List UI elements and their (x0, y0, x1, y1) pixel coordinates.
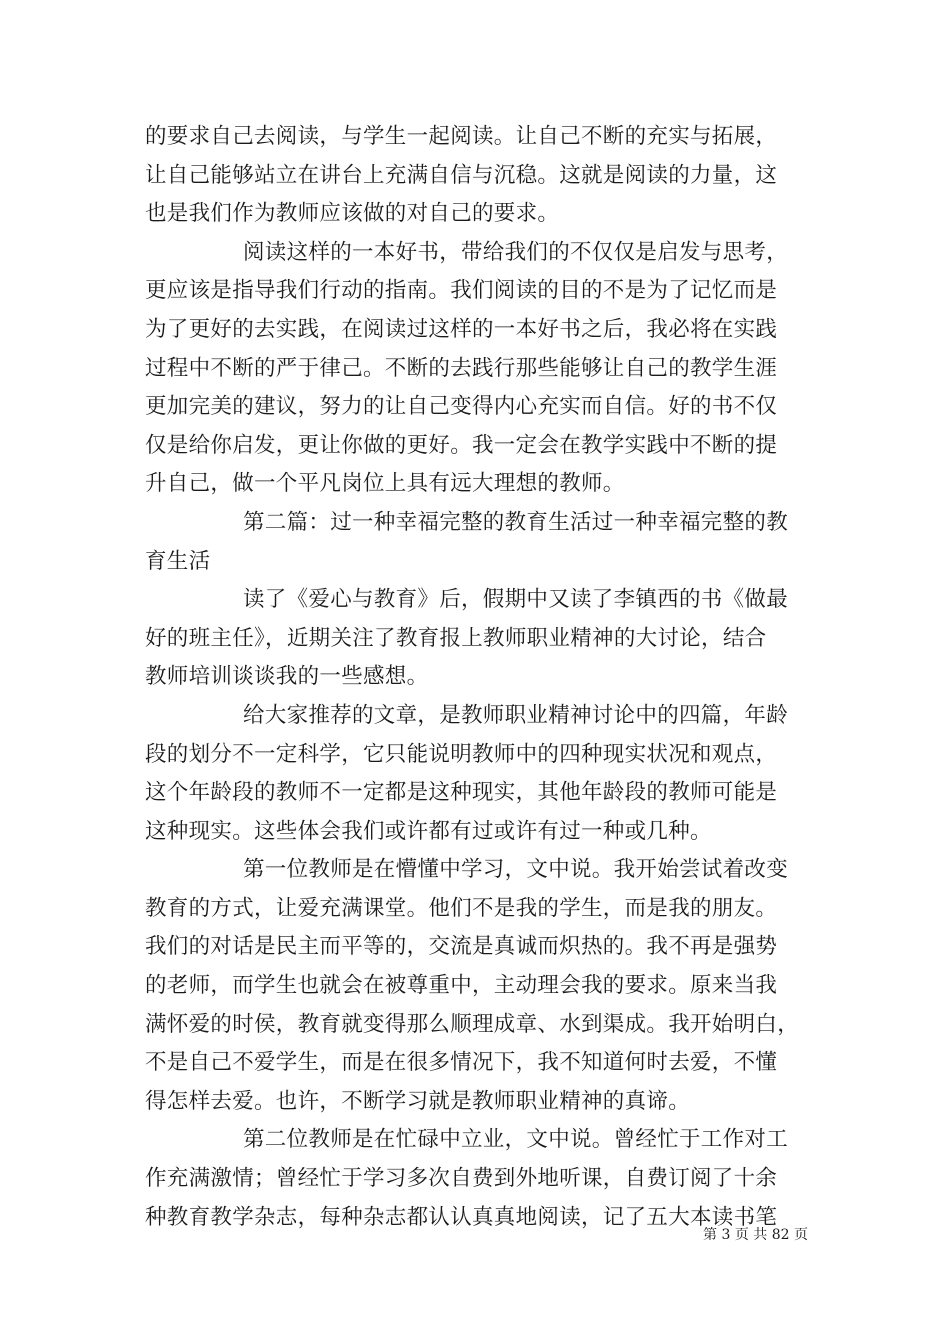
text-line: 这种现实。这些体会我们或许都有过或许有过一种或几种。 (145, 818, 712, 844)
page-number: 第 3 页 共 82 页 (703, 1227, 808, 1243)
text-line: 更加完美的建议，努力的让自己变得内心充实而自信。好的书不仅 (145, 394, 778, 420)
text-line: 作充满激情；曾经忙于学习多次自费到外地听课，自费订阅了十余 (145, 1166, 778, 1192)
text-line: 好的班主任》，近期关注了教育报上教师职业精神的大讨论，结合 (145, 625, 767, 651)
text-line: 教师培训谈谈我的一些感想。 (145, 664, 429, 690)
text-line: 也是我们作为教师应该做的对自己的要求。 (145, 201, 560, 227)
text-line: 为了更好的去实践，在阅读过这样的一本好书之后，我必将在实践 (145, 316, 778, 342)
text-line: 读了《爱心与教育》后，假期中又读了李镇西的书《做最 (243, 587, 789, 613)
body-text (145, 118, 810, 1237)
text-line: 种教育教学杂志，每种杂志都认认真真地阅读，记了五大本读书笔 (145, 1204, 778, 1230)
text-line: 给大家推荐的文章，是教师职业精神讨论中的四篇，年龄 (243, 702, 789, 728)
text-line: 更应该是指导我们行动的指南。我们阅读的目的不是为了记忆而是 (145, 278, 778, 304)
text-line: 得怎样去爱。也许，不断学习就是教师职业精神的真谛。 (145, 1088, 691, 1114)
text-line: 的老师，而学生也就会在被尊重中，主动理会我的要求。原来当我 (145, 973, 778, 999)
text-line: 第二位教师是在忙碌中立业，文中说。曾经忙于工作对工 (243, 1127, 789, 1153)
text-line: 升自己，做一个平凡岗位上具有远大理想的教师。 (145, 471, 625, 497)
text-line: 我们的对话是民主而平等的，交流是真诚而炽热的。我不再是强势 (145, 934, 778, 960)
section-heading: 育生活 (145, 548, 211, 574)
text-line: 仅是给你启发，更让你做的更好。我一定会在教学实践中不断的提 (145, 432, 778, 458)
text-line: 让自己能够站立在讲台上充满自信与沉稳。这就是阅读的力量，这 (145, 162, 778, 188)
text-line: 不是自己不爱学生，而是在很多情况下，我不知道何时去爱，不懂 (145, 1050, 778, 1076)
text-line: 阅读这样的一本好书，带给我们的不仅仅是启发与思考， (243, 239, 789, 265)
text-line: 过程中不断的严于律己。不断的去践行那些能够让自己的教学生涯 (145, 355, 778, 381)
text-line: 满怀爱的时侯，教育就变得那么顺理成章、水到渠成。我开始明白， (145, 1011, 800, 1037)
text-line: 第一位教师是在懵懂中学习，文中说。我开始尝试着改变 (243, 857, 789, 883)
section-heading: 第二篇：过一种幸福完整的教育生活过一种幸福完整的教 (243, 509, 789, 535)
text-line: 的要求自己去阅读，与学生一起阅读。让自己不断的充实与拓展， (145, 124, 778, 149)
text-line: 段的划分不一定科学，它只能说明教师中的四种现实状况和观点， (145, 741, 778, 767)
text-line: 这个年龄段的教师不一定都是这种现实，其他年龄段的教师可能是 (145, 780, 778, 806)
text-line: 教育的方式，让爱充满课堂。他们不是我的学生，而是我的朋友。 (145, 895, 778, 921)
